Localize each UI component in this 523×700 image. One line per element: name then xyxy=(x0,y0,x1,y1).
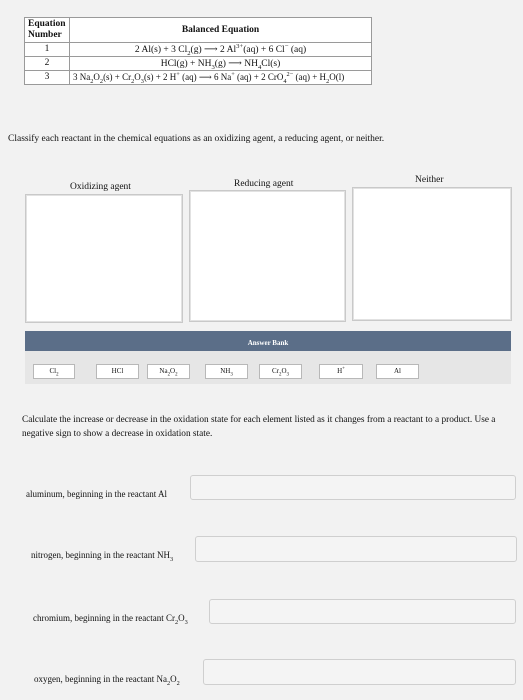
question-nitrogen-label: nitrogen, beginning in the reactant $NH_3$ xyxy=(31,550,174,563)
question-chromium-label: chromium, beginning in the reactant $Cr_2O_3$ xyxy=(33,613,188,626)
question-aluminum-label: aluminum, beginning in the reactant Al xyxy=(26,489,167,499)
equation-3: 3 $Na_2O_2(s) + Cr_2O_3(s) + 2$ H+ (aq) ⟶ 6 Na+ (aq) + 2 CrO$_4^{2-}$ $(aq) + H_2O(l)$ xyxy=(70,70,372,84)
table-header-row xyxy=(25,18,372,43)
question-oxygen-label: oxygen, beginning in the reactant $Na_2O_2$ xyxy=(34,674,180,687)
answer-chip-h-plus[interactable]: H+ xyxy=(319,364,363,379)
header-equation-number: Equation Number xyxy=(25,18,70,43)
equation-2: $HCl(g) + NH_3(g)$ ⟶ $NH_4Cl(s)$ xyxy=(70,56,372,70)
classify-instruction: Classify each reactant in the chemical equations as an oxidizing agent, a reducing agent, or neither. xyxy=(8,134,385,144)
neither-dropzone[interactable] xyxy=(352,187,512,321)
equation-table xyxy=(24,17,372,85)
equation-1: 2 Al(s) + 3 $Cl_2(g)$ ⟶ 2 $Al^{3+}(aq) + 6$ Cl− (aq) xyxy=(70,42,372,56)
header-balanced-equation: Balanced Equation xyxy=(70,18,372,43)
oxidizing-agent-dropzone[interactable] xyxy=(25,194,183,323)
oxidizing-agent-label: Oxidizing agent xyxy=(70,182,131,192)
equation-number: 3 xyxy=(25,70,70,84)
chromium-answer-input[interactable] xyxy=(209,599,516,624)
reducing-agent-label: Reducing agent xyxy=(234,179,294,189)
answer-chip-cr2o3[interactable]: $Cr_2O_3$ xyxy=(259,364,302,379)
reducing-agent-dropzone[interactable] xyxy=(189,190,346,322)
nitrogen-answer-input[interactable] xyxy=(195,536,517,562)
oxidation-state-instruction: Calculate the increase or decrease in the oxidation state for each element listed as it changes from a reactant to a product. Use a negative sign to show a decrease in oxidation state. xyxy=(22,415,496,439)
answer-bank-title: Answer Bank xyxy=(25,331,511,351)
equation-number: 1 xyxy=(25,42,70,56)
table-row xyxy=(25,70,372,84)
oxygen-answer-input[interactable] xyxy=(203,659,516,685)
answer-chip-na2o2[interactable]: $Na_2O_2$ xyxy=(147,364,190,379)
table-row xyxy=(25,42,372,56)
table-row xyxy=(25,56,372,70)
aluminum-answer-input[interactable] xyxy=(190,475,516,500)
answer-chip-al[interactable]: Al xyxy=(376,364,419,379)
answer-chip-hcl[interactable]: HCl xyxy=(96,364,139,379)
neither-label: Neither xyxy=(415,175,444,185)
answer-chip-nh3[interactable]: $NH_3$ xyxy=(205,364,248,379)
answer-chip-cl2[interactable]: $Cl_2$ xyxy=(33,364,75,379)
equation-number: 2 xyxy=(25,56,70,70)
